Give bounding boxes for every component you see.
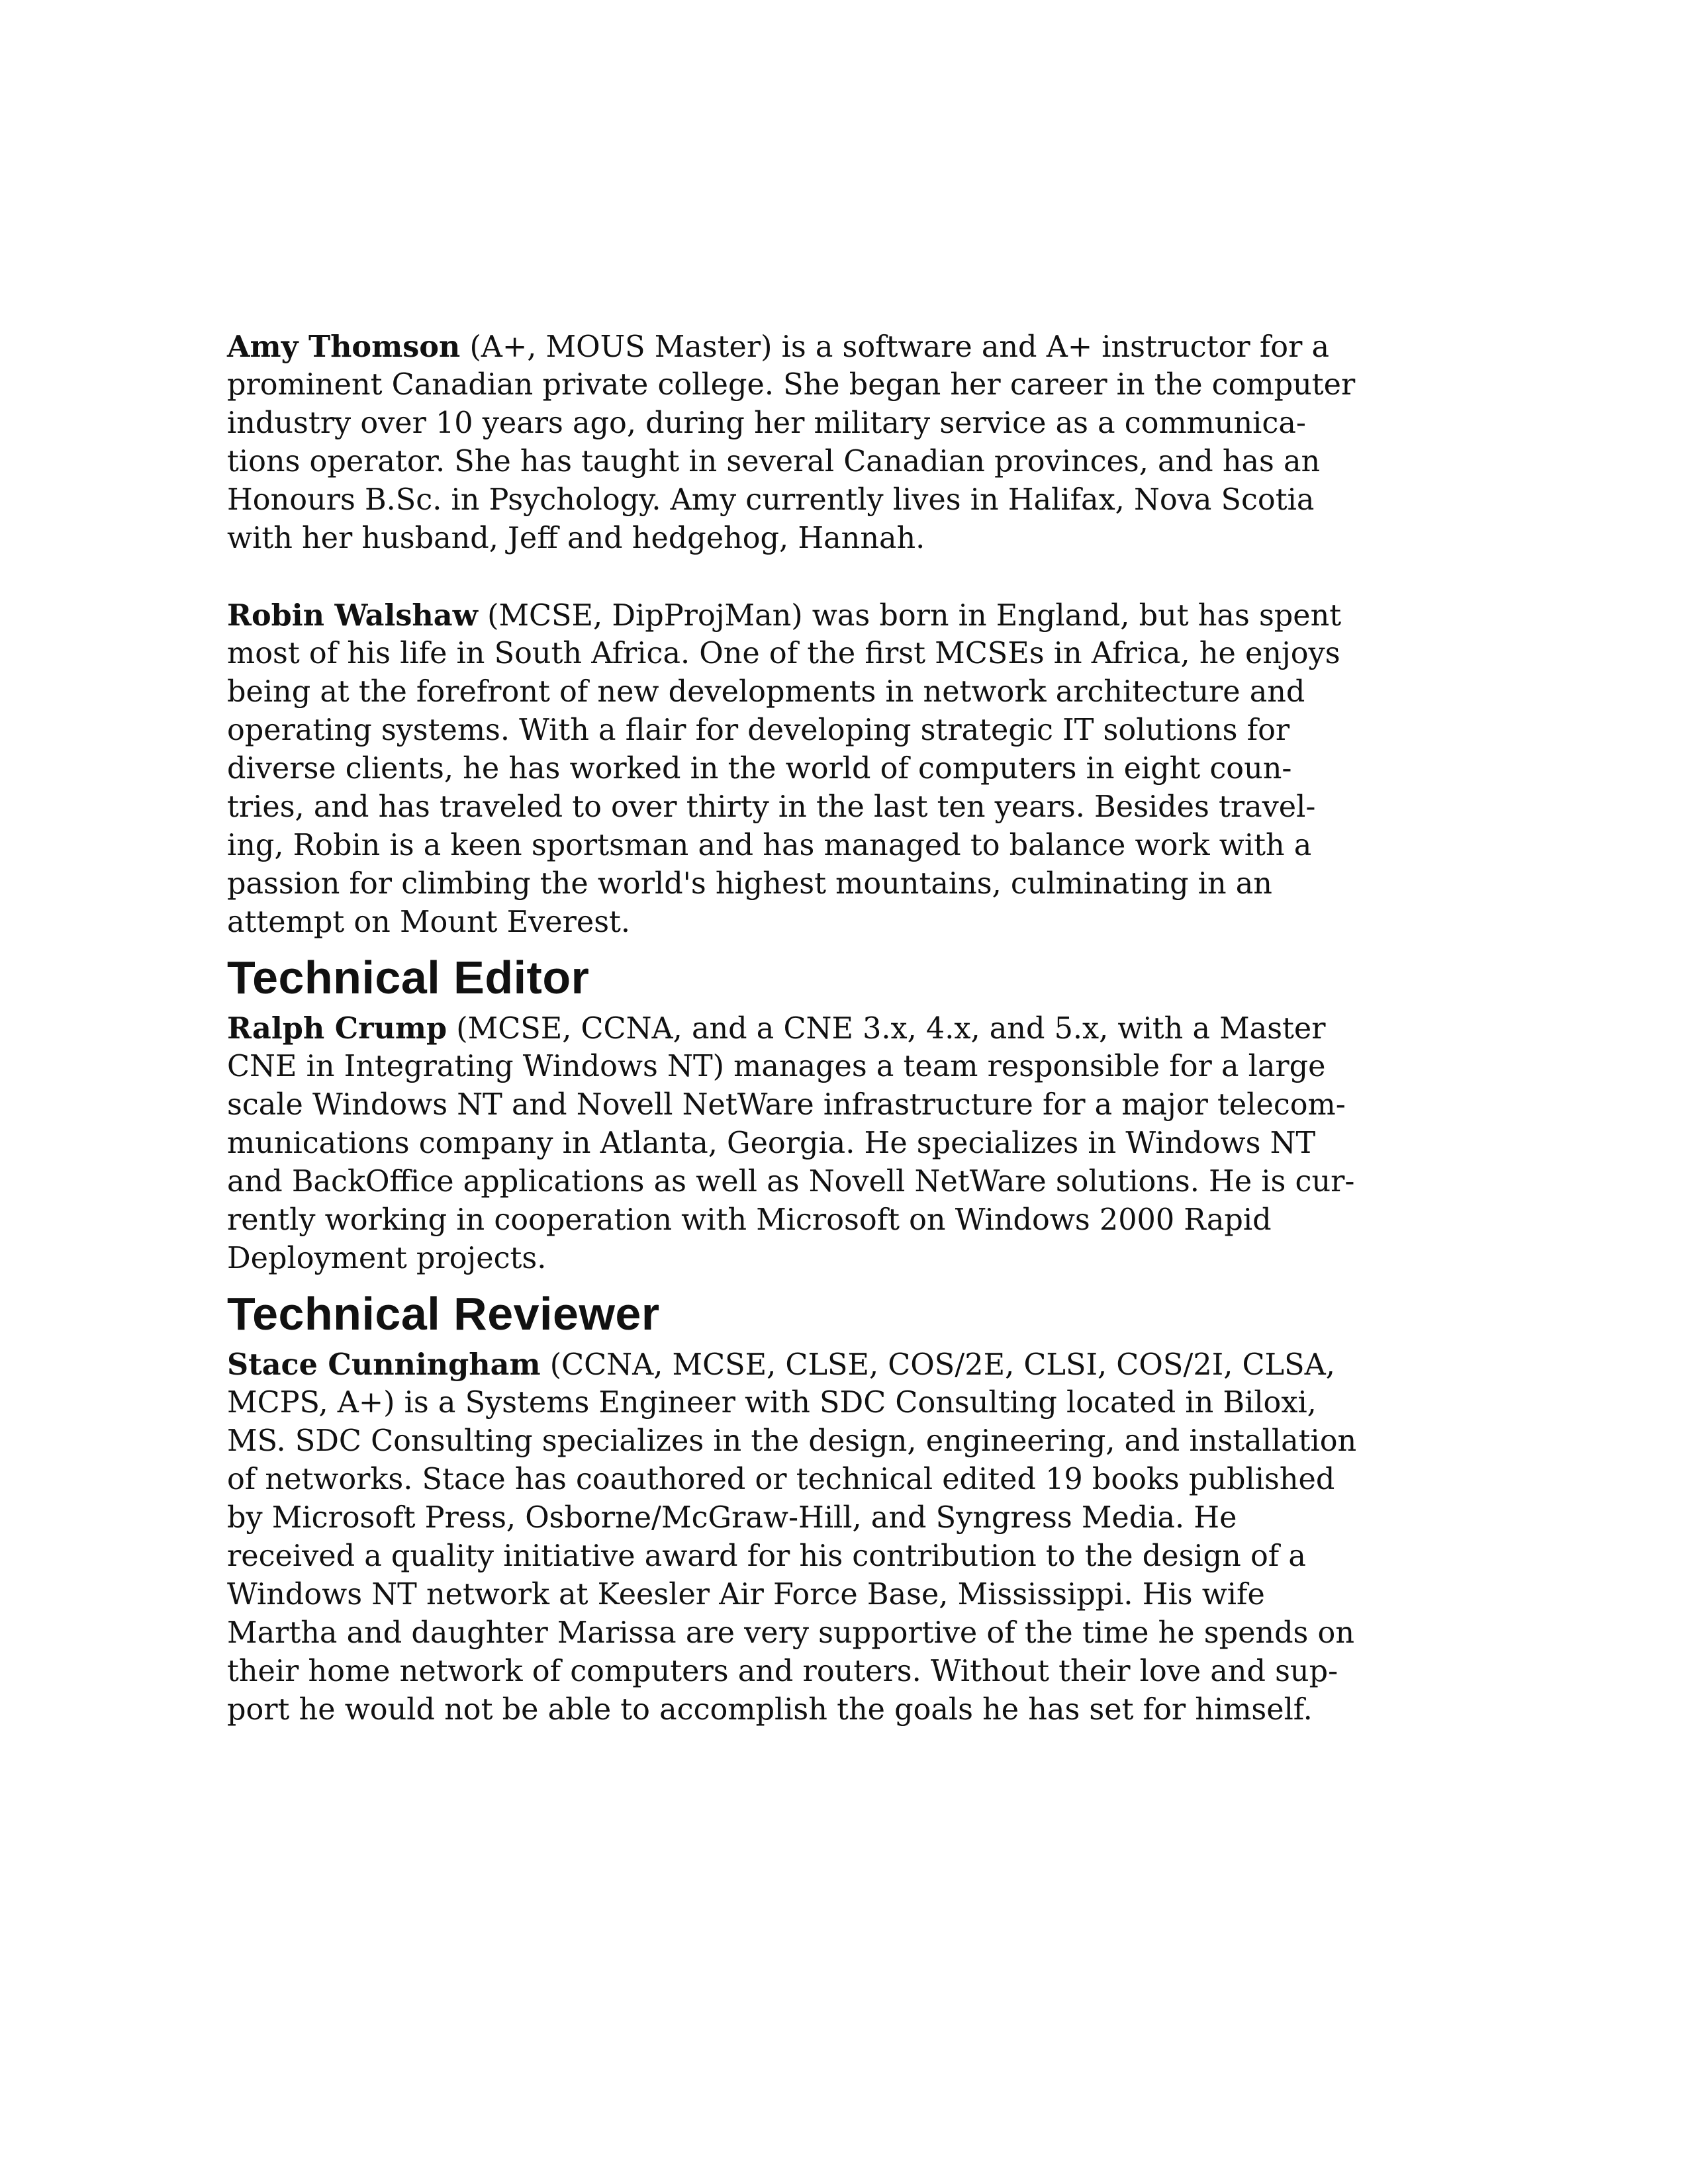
bio-text-line: rently working in cooperation with Microsoft on Windows 2000 Rapid — [227, 1203, 1272, 1237]
bio-name: Robin Walshaw — [227, 598, 478, 633]
bio-text-line: received a quality initiative award for his contribution to the design of a — [227, 1539, 1306, 1573]
bio-text-line: CNE in Integrating Windows NT) manages a team responsible for a large — [227, 1050, 1326, 1083]
paragraph-gap — [227, 558, 1366, 596]
bio-text-line: by Microsoft Press, Osborne/McGraw-Hill, and Syngress Media. He — [227, 1501, 1237, 1535]
bio-text-line: prominent Canadian private college. She began her career in the computer — [227, 368, 1356, 402]
bio-ralph-crump — [227, 1009, 1366, 1278]
bio-text-line: most of his life in South Africa. One of the first MCSEs in Africa, he enjoys — [227, 637, 1340, 670]
page-content — [227, 328, 1366, 1729]
section-heading-technical-reviewer: Technical Reviewer — [227, 1288, 660, 1340]
bio-text-line: industry over 10 years ago, during her military service as a communica- — [227, 406, 1306, 440]
bio-text-line: diverse clients, he has worked in the world of computers in eight coun- — [227, 752, 1292, 786]
bio-text-line: ing, Robin is a keen sportsman and has managed to balance work with a — [227, 829, 1312, 862]
bio-text-line: Martha and daughter Marissa are very supportive of the time he spends on — [227, 1616, 1354, 1650]
bio-amy-thomson — [227, 328, 1366, 558]
bio-text-line: tions operator. She has taught in several Canadian provinces, and has an — [227, 445, 1321, 478]
bio-text-line: attempt on Mount Everest. — [227, 905, 631, 939]
bio-text-line: (MCSE, CCNA, and a CNE 3.x, 4.x, and 5.x, with a Master — [447, 1012, 1326, 1046]
bio-text-line: (MCSE, DipProjMan) was born in England, but has spent — [477, 599, 1342, 633]
bio-text-line: MCPS, A+) is a Systems Engineer with SDC Consulting located in Biloxi, — [227, 1386, 1317, 1420]
bio-text-line: Honours B.Sc. in Psychology. Amy currently lives in Halifax, Nova Scotia — [227, 483, 1315, 517]
bio-text-line: munications company in Atlanta, Georgia. He specializes in Windows NT — [227, 1126, 1316, 1160]
bio-text-line: port he would not be able to accomplish the goals he has set for himself. — [227, 1693, 1313, 1727]
bio-text-line: scale Windows NT and Novell NetWare infrastructure for a major telecom- — [227, 1088, 1346, 1122]
bio-text-line: and BackOffice applications as well as Novell NetWare solutions. He is cur- — [227, 1165, 1355, 1199]
bio-text-line: (A+, MOUS Master) is a software and A+ instructor for a — [460, 330, 1330, 364]
bio-text-line: of networks. Stace has coauthored or technical edited 19 books published — [227, 1463, 1335, 1496]
bio-text-line: passion for climbing the world's highest mountains, culminating in an — [227, 867, 1272, 901]
bio-text-line: their home network of computers and routers. Without their love and sup- — [227, 1655, 1338, 1688]
section-heading-technical-editor: Technical Editor — [227, 952, 590, 1003]
bio-text-line: being at the forefront of new developments in network architecture and — [227, 675, 1305, 709]
bio-name: Stace Cunningham — [227, 1347, 541, 1382]
bio-robin-walshaw — [227, 596, 1366, 942]
bio-text-line: Deployment projects. — [227, 1242, 547, 1275]
bio-text-line: MS. SDC Consulting specializes in the design, engineering, and installation — [227, 1424, 1357, 1458]
bio-text-line: tries, and has traveled to over thirty in the last ten years. Besides travel- — [227, 790, 1316, 824]
bio-stace-cunningham — [227, 1345, 1366, 1729]
bio-name: Ralph Crump — [227, 1011, 447, 1046]
bio-name: Amy Thomson — [227, 330, 461, 364]
bio-text-line: (CCNA, MCSE, CLSE, COS/2E, CLSI, COS/2I, CLSA, — [540, 1348, 1335, 1382]
bio-text-line: Windows NT network at Keesler Air Force Base, Mississippi. His wife — [227, 1578, 1265, 1612]
bio-text-line: operating systems. With a flair for developing strategic IT solutions for — [227, 713, 1290, 747]
bio-text-line: with her husband, Jeff and hedgehog, Hannah. — [227, 522, 925, 555]
